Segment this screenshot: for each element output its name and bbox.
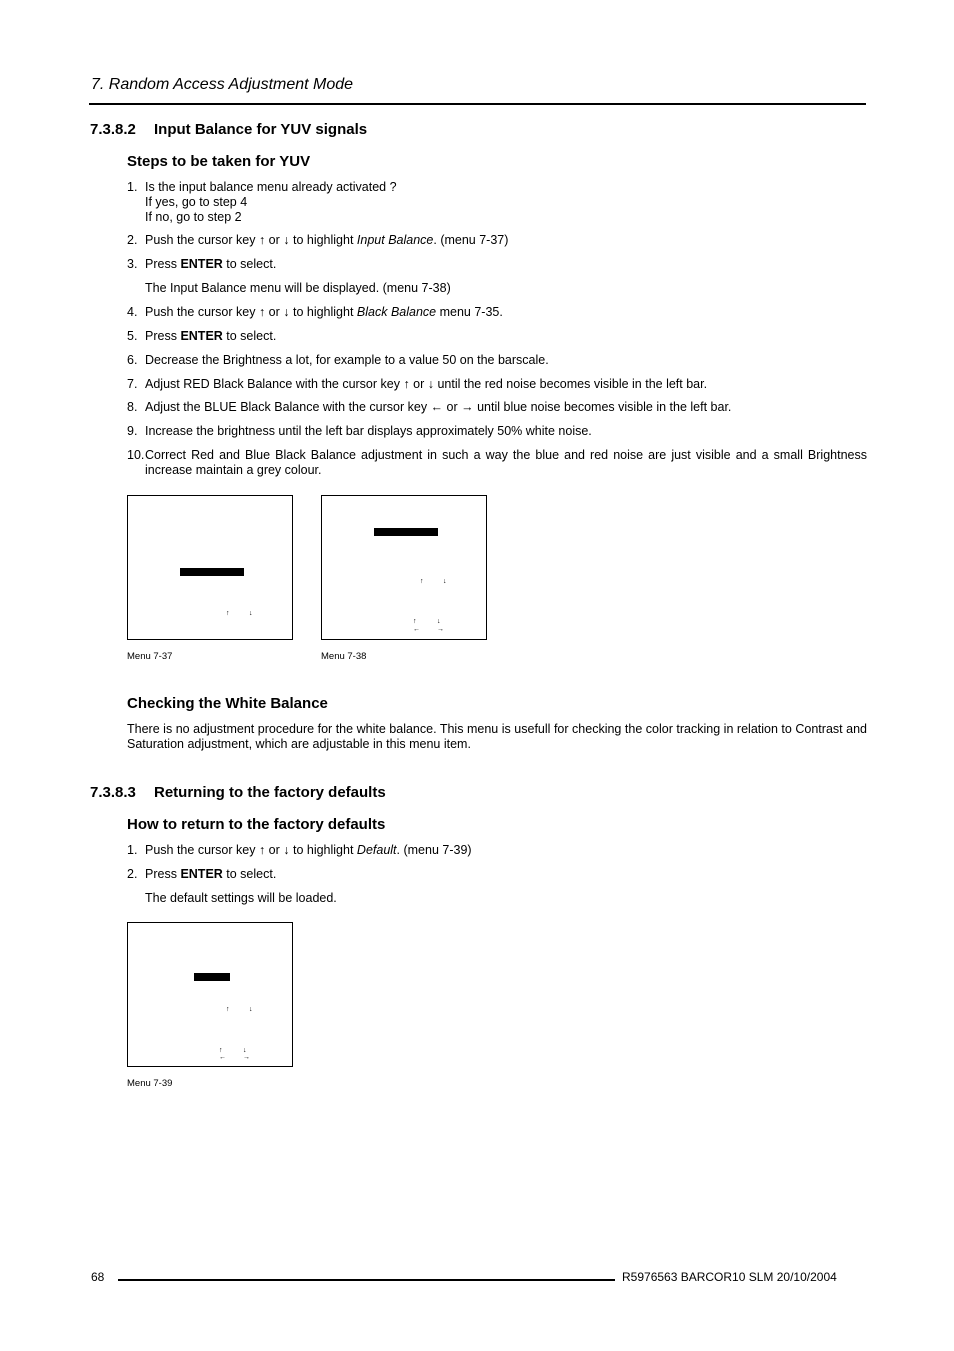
list-item: 1. Is the input balance menu already activated ? If yes, go to step 4 If no, go to step 2: [127, 180, 397, 224]
arrow-down-icon: ↓: [437, 618, 441, 625]
arrow-down-icon: ↓: [443, 578, 447, 585]
arrow-left-icon: ←: [413, 626, 420, 633]
arrow-right-icon: →: [243, 1054, 250, 1061]
section-heading-yuv: [90, 121, 367, 138]
highlight-bar: [374, 528, 438, 536]
menu-7-37-screen: [127, 495, 293, 640]
list-item: 3. Press ENTER to select.: [127, 257, 277, 271]
arrow-up-icon: ↑: [420, 578, 424, 585]
highlight-bar: [194, 973, 230, 981]
arrow-down-icon: ↓: [249, 610, 253, 617]
list-item: 9. Increase the brightness until the left bar displays approximately 50% white noise.: [127, 424, 592, 438]
white-balance-text: There is no adjustment procedure for the white balance. This menu is usefull for checking the color tracking in relation to Contrast and Saturation adjustment, which are adjustable in this menu item.: [127, 722, 867, 751]
arrow-down-icon: ↓: [249, 1006, 253, 1013]
list-item: 2. Push the cursor key ↑ or ↓ to highlight Input Balance. (menu 7-37): [127, 233, 509, 247]
subheading-white-balance: Checking the White Balance: [127, 695, 328, 712]
step-note: The Input Balance menu will be displayed. (menu 7-38): [145, 281, 451, 295]
arrow-up-icon: ↑: [219, 1047, 223, 1054]
arrow-up-icon: ↑: [413, 618, 417, 625]
step-note: The default settings will be loaded.: [145, 891, 337, 905]
arrow-down-icon: ↓: [243, 1047, 247, 1054]
list-item: 2. Press ENTER to select.: [127, 867, 277, 881]
list-item: 7. Adjust RED Black Balance with the cursor key ↑ or ↓ until the red noise becomes visible in the left bar.: [127, 377, 708, 391]
section-heading-defaults: [90, 784, 386, 801]
menu-caption: Menu 7-38: [321, 651, 367, 662]
arrow-right-icon: →: [437, 626, 444, 633]
header-rule: [89, 103, 866, 105]
chapter-title: 7. Random Access Adjustment Mode: [91, 76, 354, 93]
page-number: 68: [91, 1270, 105, 1284]
list-item: 1. Push the cursor key ↑ or ↓ to highlight Default. (menu 7-39): [127, 843, 472, 857]
menu-7-39-screen: [127, 922, 293, 1067]
menu-7-38-screen: [321, 495, 487, 640]
subheading-defaults-steps: How to return to the factory defaults: [127, 816, 386, 833]
section-title: Input Balance for YUV signals: [154, 121, 368, 138]
list-item: 4. Push the cursor key ↑ or ↓ to highlight Black Balance menu 7-35.: [127, 305, 503, 319]
arrow-up-icon: ↑: [226, 1006, 230, 1013]
list-item: 6. Decrease the Brightness a lot, for example to a value 50 on the barscale.: [127, 353, 549, 367]
subheading-yuv-steps: Steps to be taken for YUV: [127, 153, 311, 170]
document-reference: R5976563 BARCOR10 SLM 20/10/2004: [622, 1270, 837, 1284]
highlight-bar: [180, 568, 244, 576]
menu-caption: Menu 7-37: [127, 651, 173, 662]
section-number: 7.3.8.3: [90, 784, 136, 801]
list-item: 10. Correct Red and Blue Black Balance adjustment in such a way the blue and red noise are just visible and a small Brightness increase maintain a grey colour.: [127, 448, 867, 477]
section-number: 7.3.8.2: [90, 121, 136, 138]
list-item: 5. Press ENTER to select.: [127, 329, 277, 343]
arrow-up-icon: ↑: [226, 610, 230, 617]
arrow-left-icon: ←: [219, 1054, 226, 1061]
footer-rule: [118, 1279, 615, 1281]
menu-caption: Menu 7-39: [127, 1078, 173, 1089]
section-title: Returning to the factory defaults: [154, 784, 386, 801]
list-item: 8. Adjust the BLUE Black Balance with the cursor key ← or → until blue noise becomes visible in the left bar.: [127, 400, 732, 414]
